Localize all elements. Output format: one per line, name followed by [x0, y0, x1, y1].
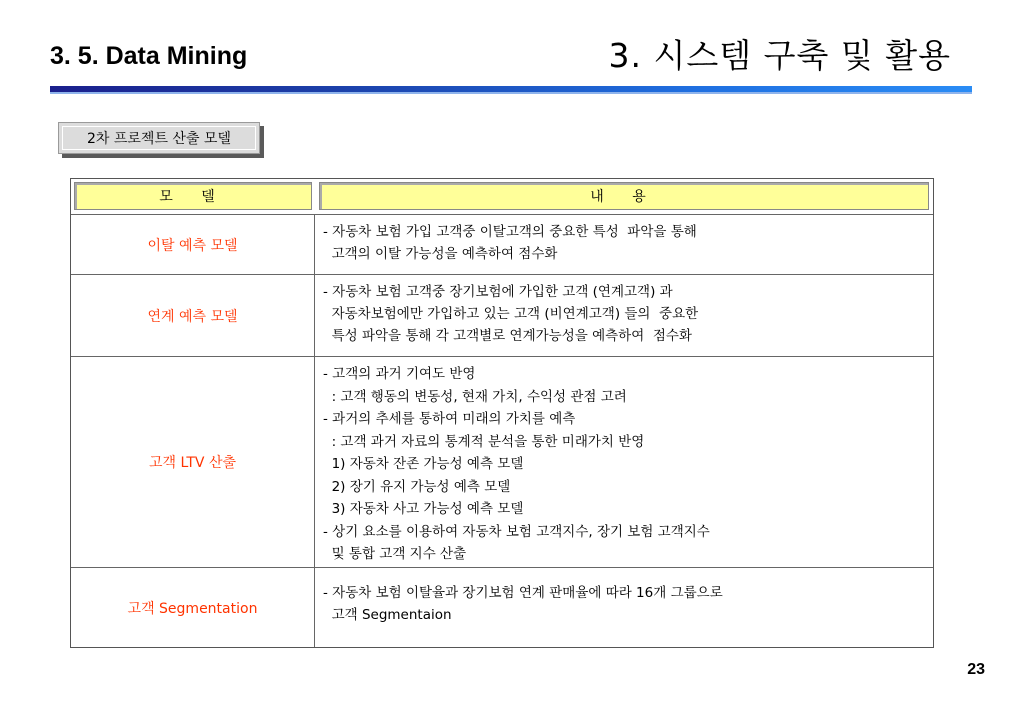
model-name: 연계 예측 모델: [71, 275, 315, 356]
table-row: [71, 357, 933, 568]
models-table: [70, 178, 934, 648]
model-name: 이탈 예측 모델: [71, 215, 315, 274]
table-row: [71, 275, 933, 357]
section-title: 3. 5. Data Mining: [50, 42, 248, 70]
table-header-row: [71, 179, 933, 215]
model-name: 고객 Segmentation: [71, 568, 315, 647]
page-number: 23: [967, 661, 985, 678]
model-name: 고객 LTV 산출: [71, 357, 315, 567]
table-row: [71, 568, 933, 647]
subtitle-box: [58, 122, 260, 154]
model-description: - 자동차 보험 이탈율과 장기보험 연계 판매율에 따라 16개 그룹으로 고객 Segmentaion: [323, 585, 723, 623]
model-description: - 고객의 과거 기여도 반영 : 고객 행동의 변동성, 현재 가치, 수익성 관점 고려 - 과거의 추세를 통하여 미래의 가치를 예측 : 고객 과거 자료의 통계적 분석을 통한 미래가치 반영 1) 자동차 잔존 가능성 예측 모델 2) 장기 유지 가능성 예측 모델 3) 자동차 사고 가능성 예측 모델 - 상기 요소를 이용하여 자동차 보험 고객지수, 장기 보험 고객지수 및 통합 고객 지수 산출: [323, 366, 710, 562]
title-rule-thin: [50, 92, 972, 94]
page-title: 3. 시스템 구축 및 활용: [608, 36, 951, 75]
table-row: [71, 215, 933, 275]
subtitle-text: 2차 프로젝트 산출 모델: [87, 131, 231, 147]
header-content: 내 용: [319, 182, 929, 210]
header-model: 모 델: [74, 182, 312, 210]
model-description: - 자동차 보험 고객중 장기보험에 가입한 고객 (연계고객) 과 자동차보험에만 가입하고 있는 고객 (비연계고객) 들의 중요한 특성 파악을 통해 각 고객별로 연계가능성을 예측하여 점수화: [323, 284, 699, 344]
model-description: - 자동차 보험 가입 고객중 이탈고객의 중요한 특성 파악을 통해 고객의 이탈 가능성을 예측하여 점수화: [323, 224, 697, 262]
